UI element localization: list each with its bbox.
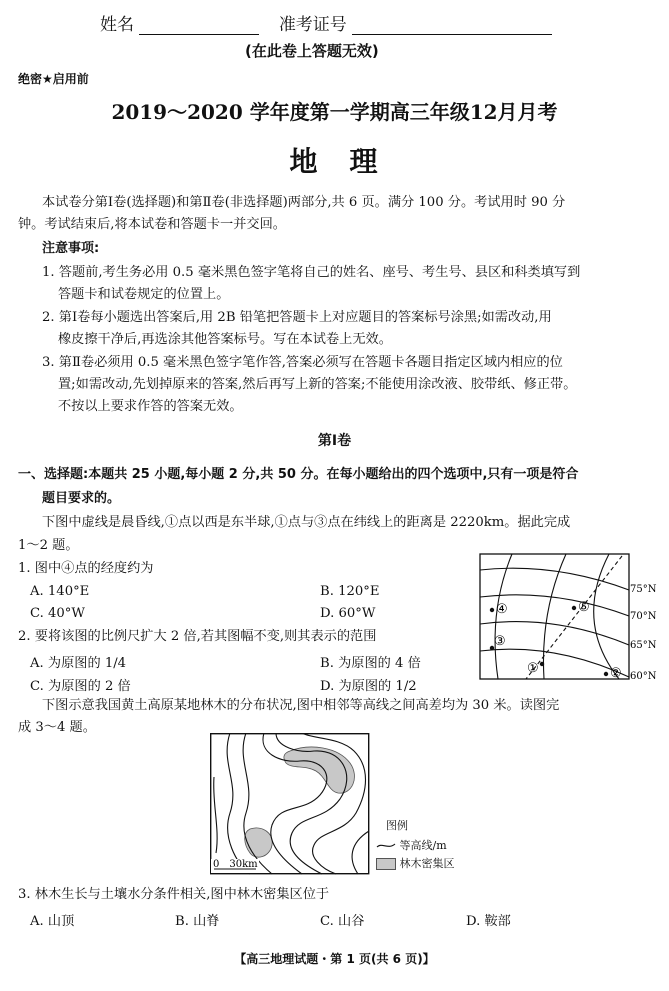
q1-text: 1. 图中④点的经度约为 bbox=[18, 561, 154, 576]
q1-option-b: B. 120°E bbox=[320, 584, 380, 599]
q3-option-a: A. 山顶 bbox=[30, 914, 75, 929]
note-1-line-1: 1. 答题前,考生务必用 0.5 毫米黑色签字笔将自己的姓名、座号、考生号、县区和科类填写到 bbox=[42, 265, 581, 280]
legend-contour-label: 等高线/m bbox=[399, 839, 447, 852]
q2-option-b: B. 为原图的 4 倍 bbox=[320, 656, 421, 671]
stem1-line-1: 下图中虚线是晨昏线,①点以西是东半球,①点与③点在纬线上的距离是 2220km。据此完成 bbox=[42, 515, 571, 530]
name-label: 姓名 bbox=[100, 15, 134, 35]
note-3-line-3: 不按以上要求作答的答案无效。 bbox=[58, 399, 243, 414]
lat-label-65: 65°N bbox=[630, 640, 657, 651]
exam-title: 2019～2020 学年度第一学期高三年级12月月考 bbox=[111, 100, 558, 124]
legend-title: 图例 bbox=[386, 819, 408, 832]
legend-contour-row bbox=[376, 837, 455, 853]
contour-line-icon bbox=[376, 841, 396, 851]
lat-label-70: 70°N bbox=[630, 611, 657, 622]
legend-forest-row bbox=[376, 855, 455, 871]
part-title: 第Ⅰ卷 bbox=[317, 433, 352, 449]
id-label: 准考证号 bbox=[278, 15, 347, 35]
point-5-label: ⑤ bbox=[578, 600, 590, 615]
section-line-2: 题目要求的。 bbox=[42, 491, 121, 506]
q3-option-b: B. 山脊 bbox=[175, 914, 220, 929]
intro-line-1: 本试卷分第Ⅰ卷(选择题)和第Ⅱ卷(非选择题)两部分,共 6 页。满分 100 分。考试用时 90 分 bbox=[42, 195, 566, 210]
note-2-line-2: 橡皮擦干净后,再选涂其他答案标号。写在本试卷上无效。 bbox=[58, 332, 392, 347]
stem2-line-1: 下图示意我国黄土高原某地林木的分布状况,图中相邻等高线之间高差均为 30 米。读图完 bbox=[42, 698, 560, 713]
forest-swatch-icon bbox=[376, 858, 396, 870]
q2-option-d: D. 为原图的 1/2 bbox=[320, 679, 417, 694]
point-3-label: ③ bbox=[494, 634, 506, 649]
id-field bbox=[352, 16, 552, 35]
q1-option-c: C. 40°W bbox=[30, 606, 85, 621]
note-3-line-2: 置;如需改动,先划掉原来的答案,然后再写上新的答案;不能使用涂改液、胶带纸、修正带。 bbox=[58, 377, 577, 392]
subject-title: 地 理 bbox=[289, 145, 380, 178]
q3-option-c: C. 山谷 bbox=[320, 914, 365, 929]
q1-option-d: D. 60°W bbox=[320, 606, 376, 621]
lat-label-60: 60°N bbox=[630, 671, 657, 682]
header-row bbox=[100, 10, 552, 35]
q2-text: 2. 要将该图的比例尺扩大 2 倍,若其图幅不变,则其表示的范围 bbox=[18, 629, 377, 644]
note-2-line-1: 2. 第Ⅰ卷每小题选出答案后,用 2B 铅笔把答题卡上对应题目的答案标号涂黑;如需改动,用 bbox=[42, 310, 552, 325]
lat-label-75: 75°N bbox=[630, 584, 657, 595]
q2-option-a: A. 为原图的 1/4 bbox=[30, 656, 127, 671]
section-line-1: 一、选择题:本题共 25 小题,每小题 2 分,共 50 分。在每小题给出的四个选项中,只有一项是符合 bbox=[18, 467, 579, 482]
note-3-line-1: 3. 第Ⅱ卷必须用 0.5 毫米黑色签字笔作答,答案必须写在答题卡各题目指定区域内相应的位 bbox=[42, 355, 563, 370]
legend bbox=[376, 817, 455, 871]
stem1-line-2: 1～2 题。 bbox=[18, 538, 79, 553]
name-field bbox=[139, 16, 259, 35]
scale-label: 0 30km bbox=[213, 859, 258, 870]
stem2-line-2: 成 3～4 题。 bbox=[18, 720, 96, 735]
intro-line-2: 钟。考试结束后,将本试卷和答题卡一并交回。 bbox=[18, 217, 286, 232]
point-2-label: ② bbox=[610, 666, 622, 681]
contour-map bbox=[210, 733, 370, 875]
q3-option-d: D. 鞍部 bbox=[466, 914, 511, 929]
page-footer: 【高三地理试题・第 1 页(共 6 页)】 bbox=[234, 952, 435, 966]
latlon-grid-map bbox=[474, 552, 664, 684]
point-1-label: ① bbox=[527, 661, 539, 676]
q2-option-c: C. 为原图的 2 倍 bbox=[30, 679, 131, 694]
invalid-note: (在此卷上答题无效) bbox=[245, 42, 379, 60]
notes-title: 注意事项: bbox=[42, 241, 100, 256]
note-1-line-2: 答题卡和试卷规定的位置上。 bbox=[58, 287, 230, 302]
legend-forest-label: 林木密集区 bbox=[399, 857, 455, 870]
q3-text: 3. 林木生长与土壤水分条件相关,图中林木密集区位于 bbox=[18, 887, 330, 902]
point-4-label: ④ bbox=[496, 602, 508, 617]
secret-label: 绝密★启用前 bbox=[18, 72, 89, 86]
q1-option-a: A. 140°E bbox=[30, 584, 90, 599]
